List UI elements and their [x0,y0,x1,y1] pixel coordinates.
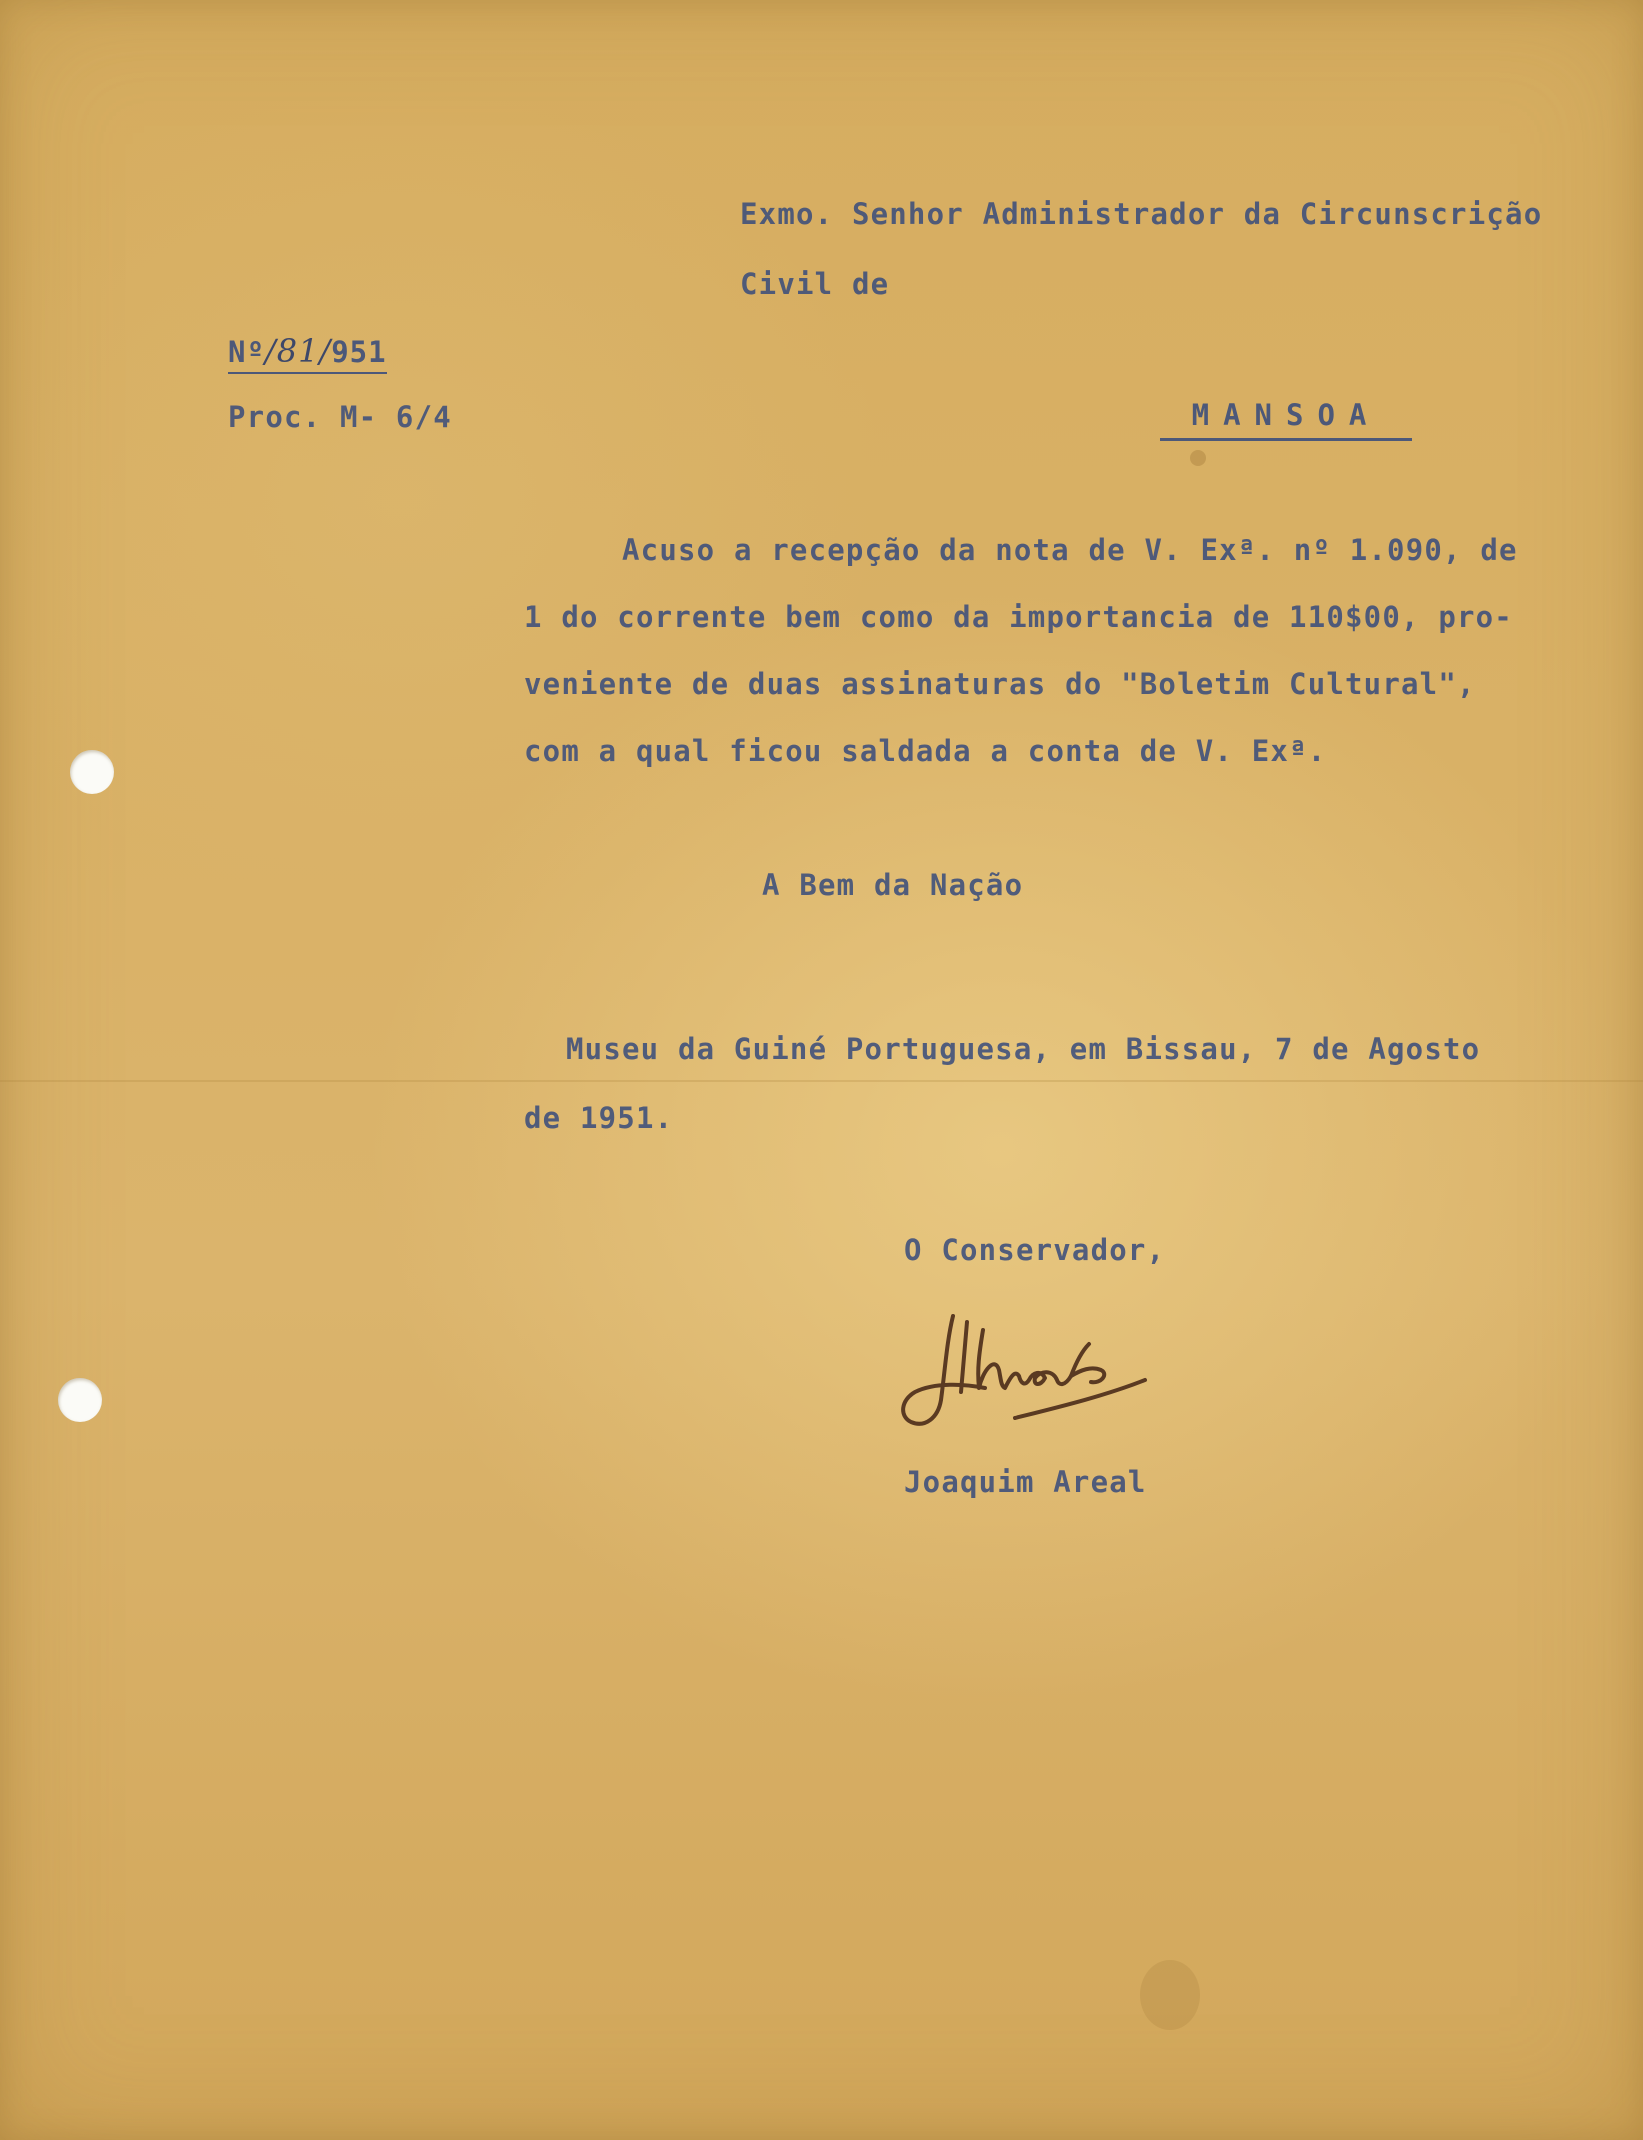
body-line-3: veniente de duas assinaturas do "Boletim Cultural", [524,667,1476,701]
reference-prefix: Nº [228,335,265,369]
place-date-line-1: Museu da Guiné Portuguesa, em Bissau, 7 de Agosto [566,1032,1481,1066]
body-line-1: Acuso a recepção da nota de V. Exª. nº 1.090, de [622,533,1518,567]
ink-spot [1190,450,1206,466]
destination-city: MANSOA [1160,398,1412,441]
body-line-4: com a qual ficou saldada a conta de V. Exª. [524,734,1327,768]
closing-salutation: A Bem da Nação [762,868,1024,902]
reference-handwritten-number: /81/ [264,332,332,370]
addressee-line-2: Civil de [740,267,890,301]
reference-year: 951 [331,335,387,369]
signer-name: Joaquim Areal [904,1465,1147,1499]
paper-fold-line [0,1080,1643,1082]
punch-hole-upper [70,750,114,794]
signer-title: O Conservador, [904,1233,1166,1267]
reference-number [228,332,387,374]
handwritten-signature-icon [895,1300,1175,1450]
punch-hole-lower [58,1378,102,1422]
addressee-line-1: Exmo. Senhor Administrador da Circunscrição [740,197,1543,231]
paper-stain [1140,1960,1200,2030]
body-line-2: 1 do corrente bem como da importancia de 110$00, pro- [524,600,1513,634]
place-date-line-2: de 1951. [524,1101,674,1135]
process-reference: Proc. M- 6/4 [228,400,452,434]
